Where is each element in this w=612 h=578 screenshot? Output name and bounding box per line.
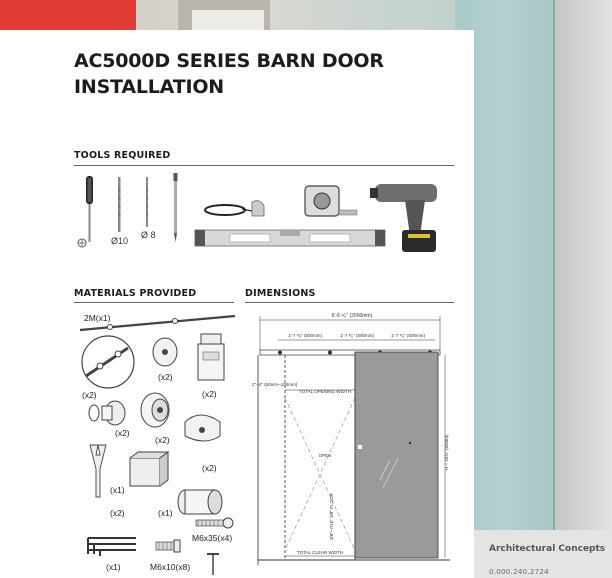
long-screw-icon <box>196 518 233 528</box>
background-window <box>192 10 264 32</box>
hex-keys-label: (x1) <box>106 562 121 572</box>
drill-bit-10-icon <box>118 177 121 232</box>
drill-bit-8-icon <box>146 177 148 227</box>
wood-screw-icon <box>207 554 219 575</box>
glass-door-panel <box>355 352 438 558</box>
clamp-a-icon <box>185 415 220 441</box>
dimensions-heading: DIMENSIONS <box>245 288 316 299</box>
overall-width-label: 6'-6 ⁵⁄₈" (2000mm) <box>331 313 373 319</box>
spanner-icon <box>90 445 106 497</box>
spacing-2-label: 1'-7 ⁵⁄₈" (500mm) <box>340 333 374 338</box>
chalk-line-icon <box>205 201 264 216</box>
rail-detail-circle <box>82 336 134 388</box>
long-screw-label: M6x35(x4) <box>192 533 233 543</box>
spacer-disc-label: (x2) <box>158 372 173 382</box>
drill-bit-8-label: Ø 8 <box>141 230 156 240</box>
brand-name: Architectural Concepts <box>489 544 606 554</box>
door-height-label: H ~ 33⅝" (60mm) <box>444 434 449 470</box>
tools-heading: TOOLS REQUIRED <box>74 150 171 161</box>
brand-card <box>474 530 612 578</box>
rail-label: 2M(x1) <box>84 313 111 323</box>
end-stop-label: (x2) <box>202 389 217 399</box>
awl-icon <box>174 173 178 242</box>
spacing-1-label: 1'-7 ⁵⁄₈" (500mm) <box>288 333 322 338</box>
opening-width-label: TOTAL OPENING WIDTH <box>299 389 351 394</box>
short-screw-label: M6x10(x8) <box>150 562 191 572</box>
roller-wheel-label: (x2) <box>155 435 170 445</box>
drill-bit-10-label: Ø10 <box>111 236 129 246</box>
clear-width-label: TOTAL CLEAR WIDTH <box>296 550 344 555</box>
tools-illustration <box>70 140 460 265</box>
tape-measure-icon <box>305 186 357 216</box>
materials-heading: MATERIALS PROVIDED <box>74 288 197 299</box>
door-handle-label: (x1) <box>158 508 173 518</box>
door-handle-icon <box>178 490 222 514</box>
guide-block-label: (x2) <box>110 508 125 518</box>
floor-gap-label: 3/8"~7/16" 3/8" FLOOR <box>329 493 334 540</box>
roller-wheel-icon <box>141 393 169 427</box>
end-stop-icon <box>198 334 224 380</box>
document-title: AC5000D SERIES BARN DOOR INSTALLATION <box>74 50 384 98</box>
guide-block-icon <box>130 452 168 486</box>
open-label: OPEN <box>318 453 332 458</box>
side-gap-label: 2"~4" (50mm~100mm) <box>252 382 298 387</box>
roller-side-label: (x2) <box>82 390 97 400</box>
clamp-b-label: (x2) <box>202 463 217 473</box>
background-wall <box>555 0 612 578</box>
hex-keys-icon <box>88 538 136 556</box>
brand-phone: 0.000.240.2724 <box>489 568 549 576</box>
bracket-knob-label: (x2) <box>115 428 130 438</box>
dimensions-drawing <box>240 280 450 570</box>
spirit-level-icon <box>195 230 385 246</box>
spacer-disc-icon <box>153 338 177 366</box>
spanner-label: (x1) <box>110 485 125 495</box>
spacing-3-label: 1'-7 ⁵⁄₈" (500mm) <box>391 333 425 338</box>
short-screw-icon <box>156 540 180 552</box>
screwdriver-icon <box>78 176 93 247</box>
bracket-knob-icon <box>89 401 125 425</box>
materials-illustration <box>70 280 240 578</box>
